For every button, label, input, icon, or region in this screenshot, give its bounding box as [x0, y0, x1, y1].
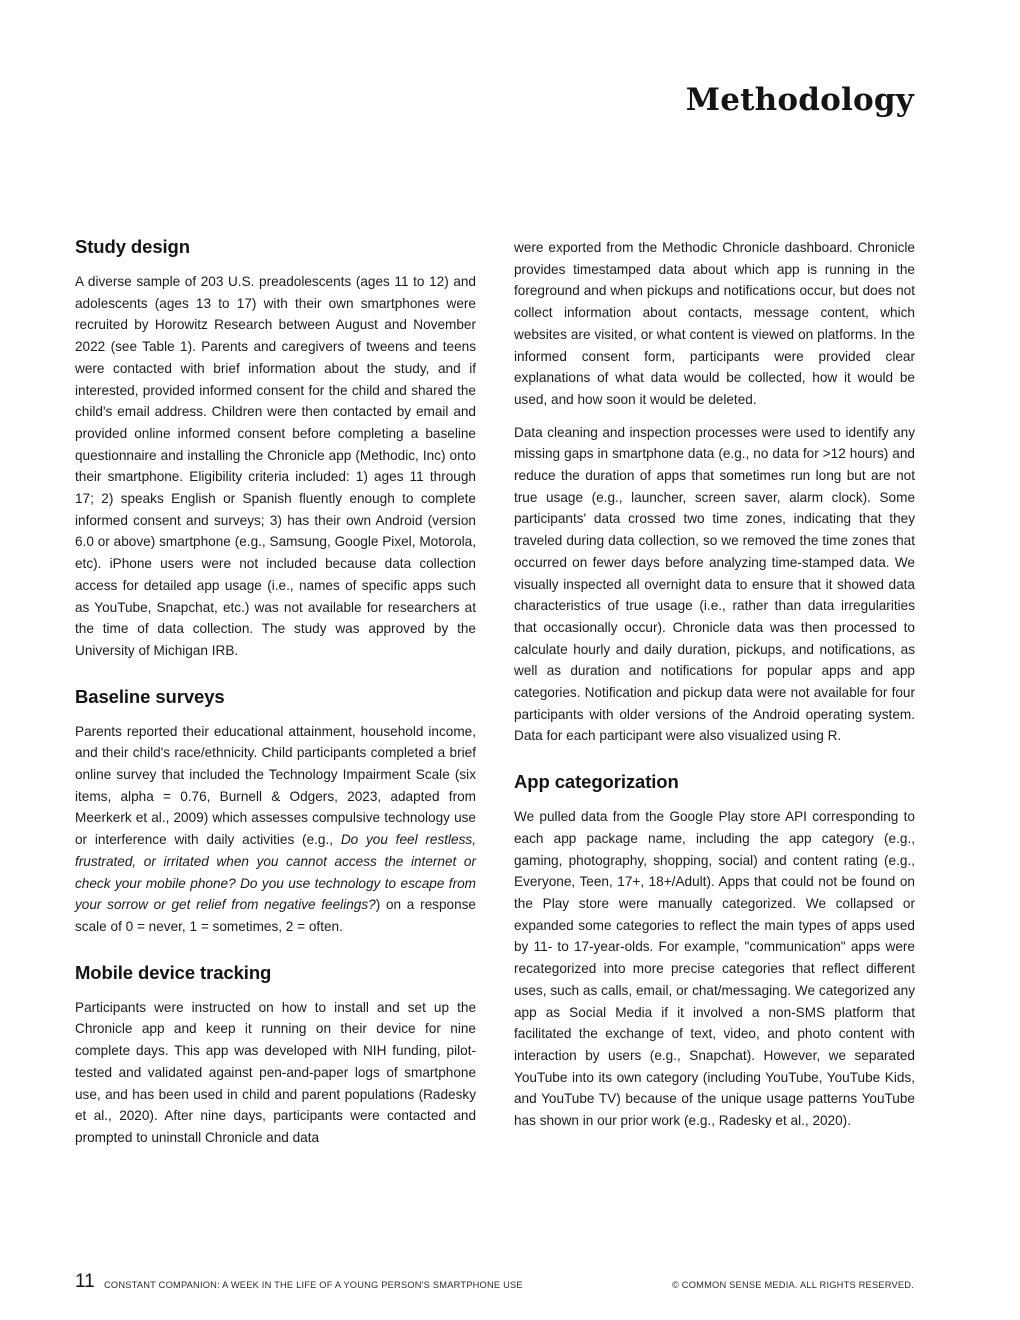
- paragraph: Participants were instructed on how to install and set up the Chronicle app and keep it running on their device for nine complete days. This app was developed with NIH funding, pilot-tested and validated against pen-and-paper logs of smartphone use, and has been used in child and parent populations (Radesky et al., 2020). After nine days, participants were contacted and prompted to uninstall Chronicle and data: [75, 999, 476, 1145]
- page-title: Methodology: [685, 82, 914, 118]
- right-column: [514, 236, 915, 1156]
- section-heading: Mobile device tracking: [75, 961, 272, 983]
- paragraph: A diverse sample of 203 U.S. preadolescents (ages 11 to 12) and adolescents (ages 13 to 17) with their own smartphones were recruited by Horowitz Research between August and November 2022 (see Table 1). Parents and caregivers of tweens and teens were contacted with brief information about the study, and if interested, provided informed consent for the child and shared the child's email address. Children were then contacted by email and provided online informed consent before completing a baseline questionnaire and installing the Chronicle app (Methodic, Inc) onto their smartphone. Eligibility criteria included: 1) ages 11 through 17; 2) speaks English or Spanish fluently enough to complete informed consent and surveys; 3) has their own Android (version 6.0 or above) smartphone (e.g., Samsung, Google Pixel, Motorola, etc). iPhone users were not included because data collection access for detailed app usage (i.e., names of specific apps such as YouTube, Snapchat, etc.) was not available for researchers at the time of data collection. The study was approved by the University of Michigan IRB.: [75, 274, 476, 658]
- page-number: 11: [75, 1271, 95, 1292]
- publication-title: CONSTANT COMPANION: A WEEK IN THE LIFE OF A YOUNG PERSON'S SMARTPHONE USE: [104, 1280, 523, 1290]
- section-heading: Study design: [75, 236, 190, 257]
- page-footer: [75, 1271, 914, 1297]
- section-app-categorization: [514, 771, 915, 1132]
- paragraph: were exported from the Methodic Chronicle dashboard. Chronicle provides timestamped data about which app is running in the foreground and when pickups and notifications occur, but does not collect information about contacts, message content, which websites are visited, or what content is viewed on platforms. In the informed consent form, participants were provided clear explanations of what data would be collected, how it would be used, and how soon it would be deleted.: [514, 240, 915, 407]
- section-mobile-device-tracking: [75, 962, 476, 1149]
- copyright-notice: © COMMON SENSE MEDIA. ALL RIGHTS RESERVED.: [671, 1280, 914, 1290]
- paragraph-text: Parents reported their educational attainment, household income, and their child's race/ethnicity. Child participants completed a brief online survey that included the Technology Impairment Scale (six items, alpha = 0.76, Burnell & Odgers, 2023, adapted from Meerkerk et al., 2009) which assesses compulsive technology use or interference with daily activities (e.g.,: [75, 723, 476, 848]
- paragraph: We pulled data from the Google Play store API corresponding to each app package name, including the app category (e.g., gaming, photography, shopping, social) and content rating (e.g., Everyone, Teen, 17+, 18+/Adult). Apps that could not be found on the Play store were manually categorized. We collapsed or expanded some categories to reflect the main types of apps used by 11- to 17-year-olds. For example, "communication" apps were recategorized into more precise categories that reflect different uses, such as calls, email, or chat/messaging. We categorized any app as Social Media if it involved a non-SMS platform that facilitated the exchange of text, video, and photo content with interaction by users (e.g., Snapchat). However, we separated YouTube into its own category (including YouTube, YouTube Kids, and YouTube TV) because of the unique usage patterns YouTube has shown in our prior work (e.g., Radesky et al., 2020).: [514, 809, 915, 1129]
- paragraph: [75, 721, 476, 938]
- section-heading: App categorization: [514, 771, 679, 793]
- section-study-design: [75, 236, 476, 662]
- section-mobile-device-tracking-continued: [514, 237, 915, 747]
- paragraph-text: ) on a response scale of 0 = never, 1 = sometimes, 2 = often.: [75, 897, 476, 934]
- section-heading: Baseline surveys: [75, 685, 225, 707]
- section-baseline-surveys: [75, 686, 476, 938]
- example-questions: Do you feel restless, frustrated, or irritated when you cannot access the internet or check your mobile phone? Do you use technology to escape from your sorrow or get relief from negative feelings?: [75, 832, 476, 913]
- left-column: [75, 236, 476, 1173]
- paragraph: Data cleaning and inspection processes were used to identify any missing gaps in smartphone data (e.g., no data for >12 hours) and reduce the duration of apps that sometimes run long but are not true usage (e.g., launcher, screen saver, alarm clock). Some participants' data crossed two time zones, indicating that they traveled during data collection, so we removed the time zones that occurred on fewer days before analyzing time-stamped data. We visually inspected all overnight data to ensure that it showed data characteristics of true usage (i.e., rather than data irregularities that occasionally occur). Chronicle data was then processed to calculate hourly and daily duration, pickups, and notifications, as well as duration and notifications for popular apps and app categories. Notification and pickup data were not available for four participants with older versions of the Android operating system. Data for each participant were also visualized using R.: [514, 424, 915, 744]
